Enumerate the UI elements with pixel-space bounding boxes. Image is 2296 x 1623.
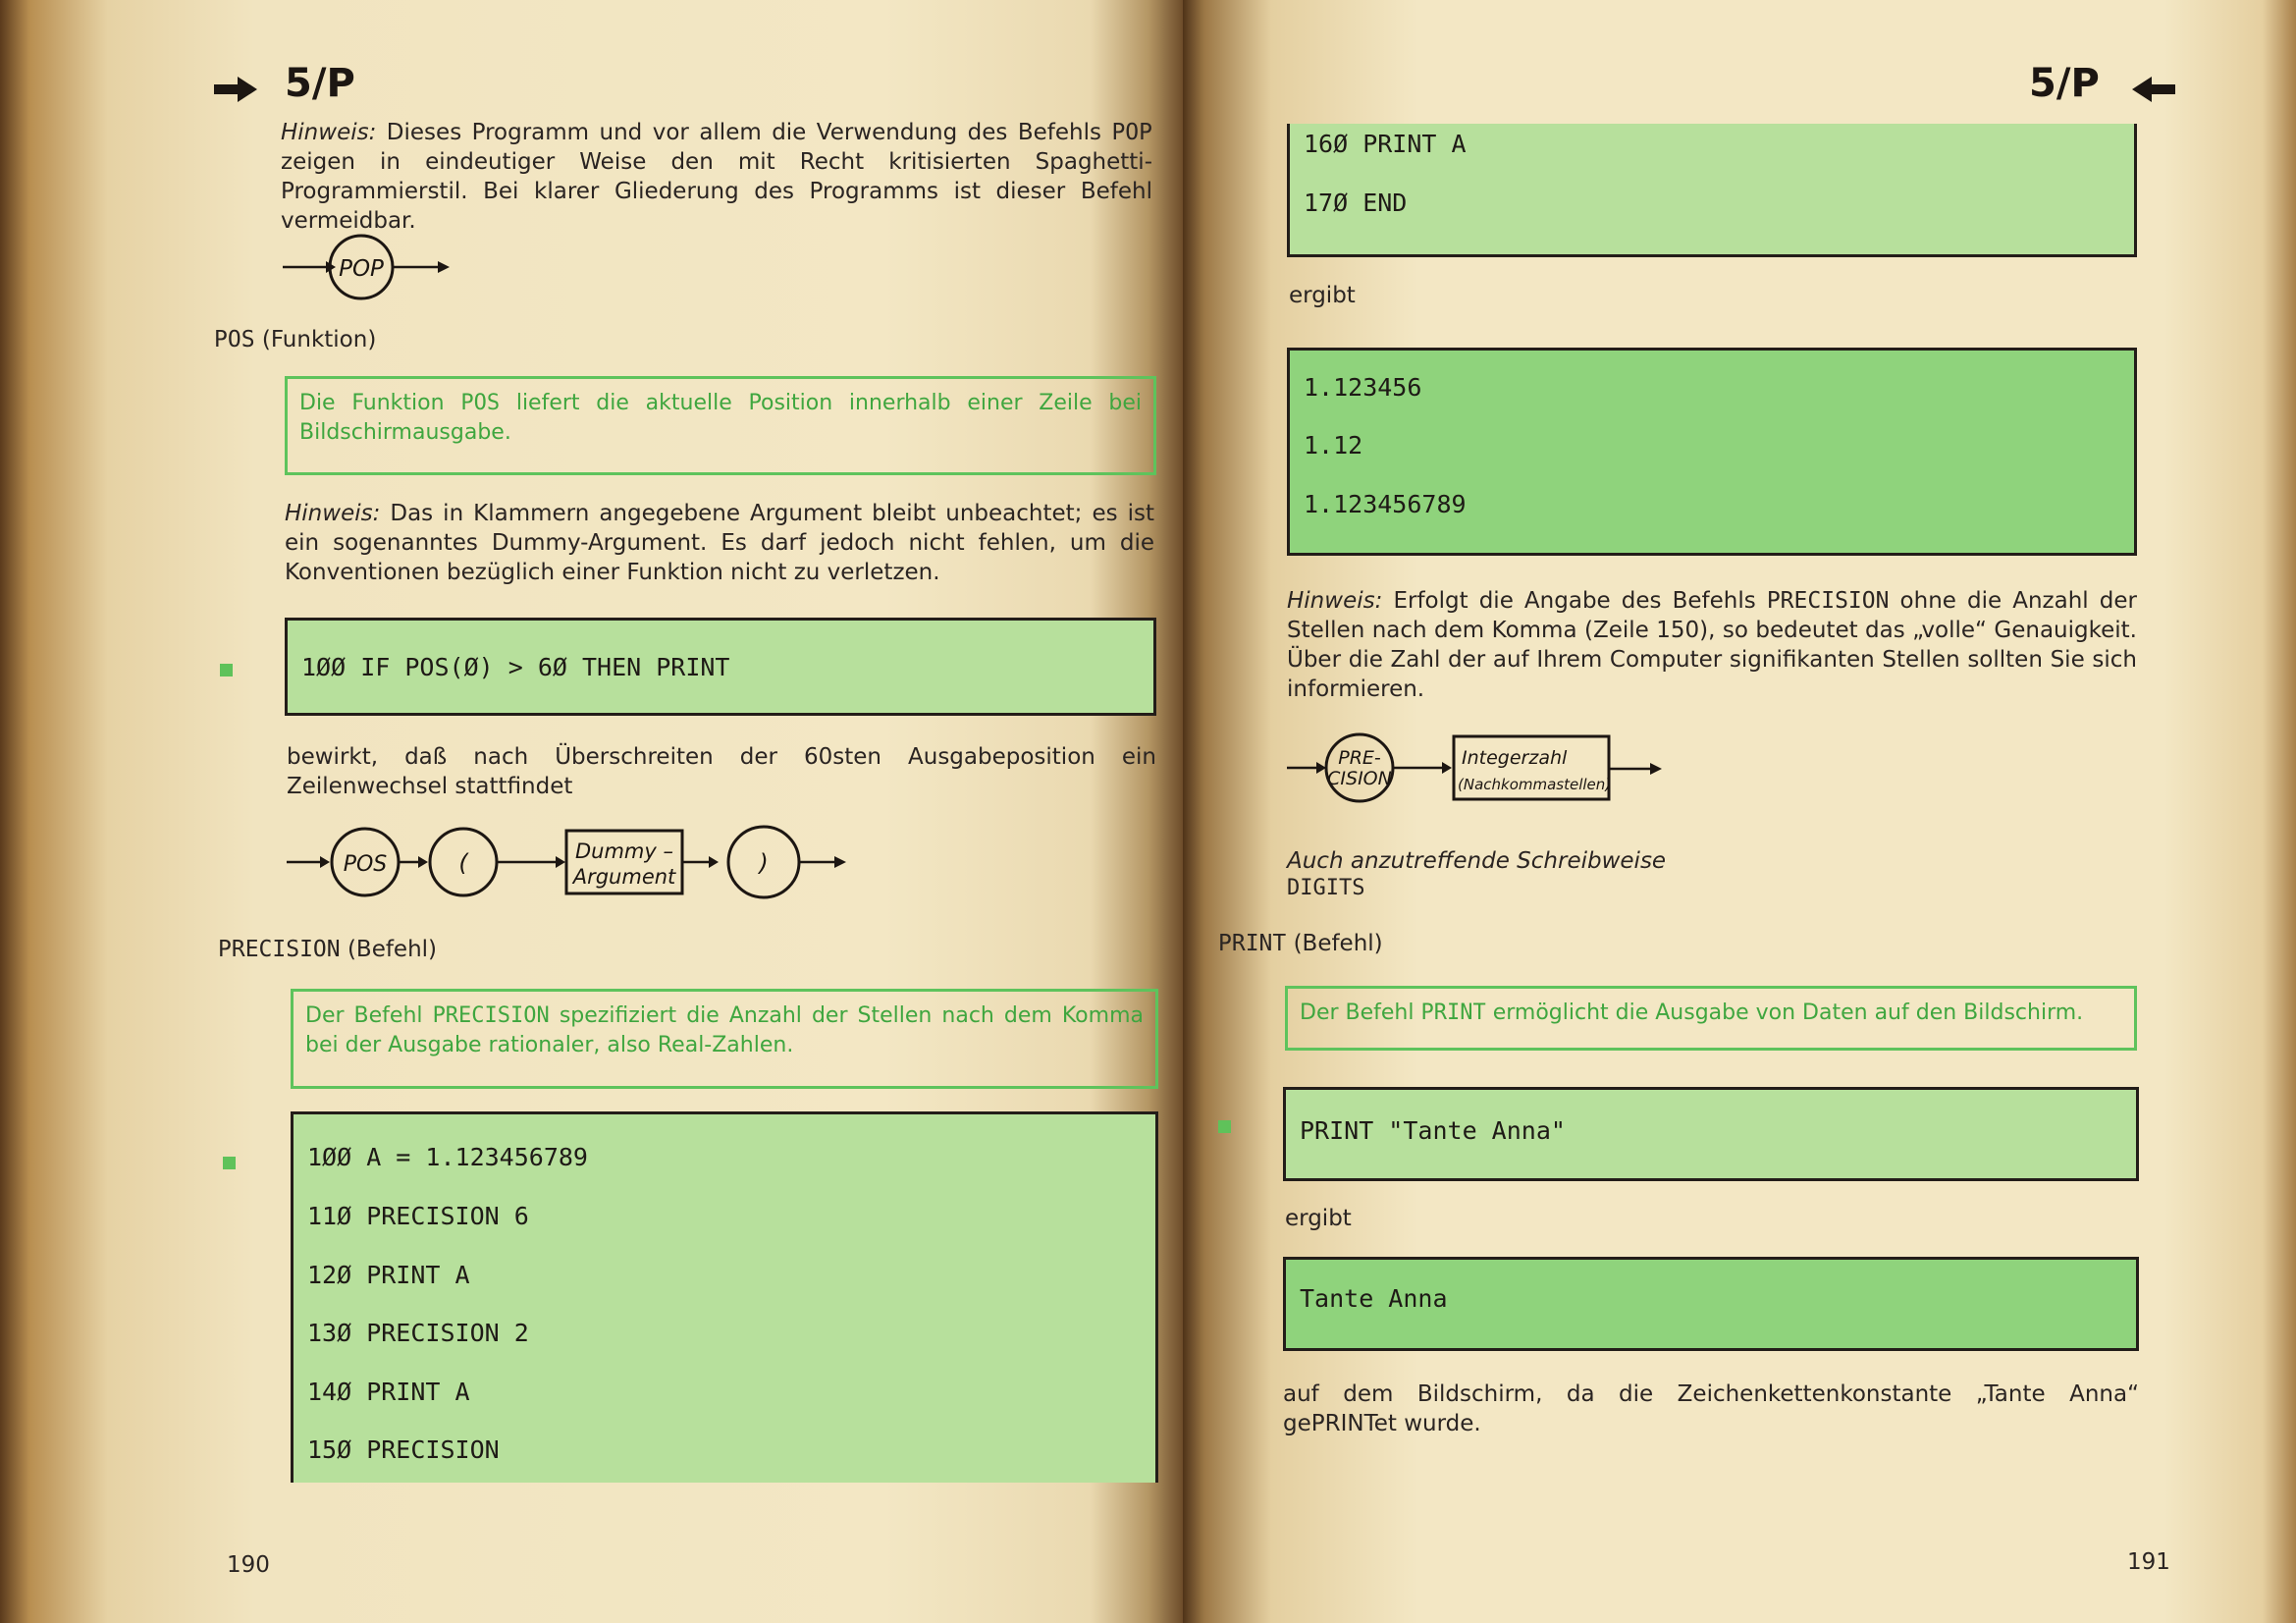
pos-node-label: POS [343, 852, 388, 877]
alt-spelling-label: Auch anzutreffende Schreibweise [1287, 848, 1667, 874]
print-entry-heading: PRINT (Befehl) [1218, 931, 1383, 956]
precision-node-label-1: PRE- [1338, 747, 1381, 769]
precision-output [1287, 348, 2137, 556]
open-paren-node-label: ( [458, 849, 468, 877]
precision-syntax-diagram [1285, 729, 1619, 807]
precision-node-label-2: CISION [1327, 768, 1392, 789]
precision-diagram-exit-arrow [1609, 762, 1666, 776]
section-header: 5/P [285, 61, 355, 106]
output-line: 1.12 [1304, 431, 1363, 460]
code-line: 1ØØ A = 1.123456789 [307, 1143, 588, 1171]
print-example-code [1283, 1087, 2139, 1181]
print-result-text: auf dem Bildschirm, da die Zeichenkettenkonstante „Tante Anna“ gePRINTet wurde. [1283, 1381, 2139, 1436]
pos-example-code [285, 618, 1156, 716]
example-bullet [220, 664, 233, 676]
dummy-node-label-1: Dummy – [575, 839, 673, 863]
precision-keyword: PRECISION [218, 937, 341, 962]
code-line: 12Ø PRINT A [307, 1261, 470, 1289]
code-line: 16Ø PRINT A [1304, 130, 1467, 158]
integer-box-label-1: Integerzahl [1462, 747, 1568, 769]
precision-entry-heading: PRECISION (Befehl) [218, 937, 438, 962]
note-label: Hinweis: [285, 501, 381, 526]
pop-syntax-diagram [281, 232, 457, 302]
output-line: 1.123456789 [1304, 490, 1467, 518]
dummy-node-label-2: Argument [572, 865, 676, 889]
code-line: 17Ø END [1304, 189, 1408, 217]
example-bullet [223, 1157, 236, 1169]
print-keyword: PRINT [1218, 931, 1287, 956]
code-line: 11Ø PRECISION 6 [307, 1202, 529, 1230]
pos-keyword: POS [214, 327, 255, 352]
digits-keyword: DIGITS [1287, 876, 1365, 900]
pos-entry-heading: POS (Funktion) [214, 327, 377, 352]
note-label: Hinweis: [1287, 588, 1383, 614]
page-number: 190 [227, 1552, 270, 1578]
example-bullet [1218, 1120, 1231, 1133]
keyword-pop: POP [1111, 120, 1152, 145]
code-line: PRINT "Tante Anna" [1300, 1116, 1566, 1145]
precision-definition-box: Der Befehl PRECISION spezifiziert die Anzahl der Stellen nach dem Komma bei der Ausgabe rationaler, also Real-Zahlen. [291, 989, 1158, 1089]
right-page [1183, 0, 2296, 1623]
output-line: Tante Anna [1300, 1284, 1448, 1313]
section-header: 5/P [2029, 61, 2100, 106]
ergibt-label: ergibt [1285, 1206, 1352, 1231]
continued-code [1287, 124, 2137, 257]
code-line: 15Ø PRECISION [307, 1435, 500, 1464]
print-output [1283, 1257, 2139, 1351]
print-definition-box: Der Befehl PRINT ermöglicht die Ausgabe von Daten auf den Bildschirm. [1285, 986, 2137, 1051]
left-arrow-icon [2132, 75, 2175, 104]
page-number: 191 [2127, 1549, 2170, 1575]
ergibt-label: ergibt [1289, 283, 1356, 308]
pos-definition-box: Die Funktion POS liefert die aktuelle Position innerhalb einer Zeile bei Bildschirmausgabe. [285, 376, 1156, 475]
close-paren-node-label: ) [759, 849, 769, 877]
note-label: Hinweis: [281, 120, 377, 145]
pos-syntax-diagram [285, 823, 854, 901]
pop-note: Hinweis: Dieses Programm und vor allem die Verwendung des Befehls POP zeigen in eindeutiger Weise den mit Recht kritisierten Spaghetti-Programmierstil. Bei klarer Gliederung des Programms ist dieser Befehl vermeidbar. [281, 120, 1152, 234]
pos-note: Hinweis: Das in Klammern angegebene Argument bleibt unbeachtet; es ist ein sogenanntes Dummy-Argument. Es darf jedoch nicht fehlen, um die Konventionen bezüglich einer Funktion nicht zu verletzen. [285, 501, 1154, 585]
pos-result-text: bewirkt, daß nach Überschreiten der 60sten Ausgabeposition ein Zeilenwechsel stattfindet [287, 744, 1156, 799]
precision-note: Hinweis: Erfolgt die Angabe des Befehls PRECISION ohne die Anzahl der Stellen nach dem Komma (Zeile 150), so bedeutet das „volle“ Genauigkeit. Über die Zahl der auf Ihrem Computer signifikanten Stellen sollten Sie sich informieren. [1287, 588, 2137, 702]
output-line: 1.123456 [1304, 373, 1422, 402]
pop-node-label: POP [339, 256, 384, 282]
integer-box-label-2: (Nachkommastellen) [1458, 776, 1612, 793]
code-line: 1ØØ IF POS(Ø) > 6Ø THEN PRINT [301, 653, 730, 681]
precision-example-code [291, 1111, 1158, 1483]
code-line: 13Ø PRECISION 2 [307, 1319, 529, 1347]
right-arrow-icon [214, 75, 257, 104]
code-line: 14Ø PRINT A [307, 1378, 470, 1406]
